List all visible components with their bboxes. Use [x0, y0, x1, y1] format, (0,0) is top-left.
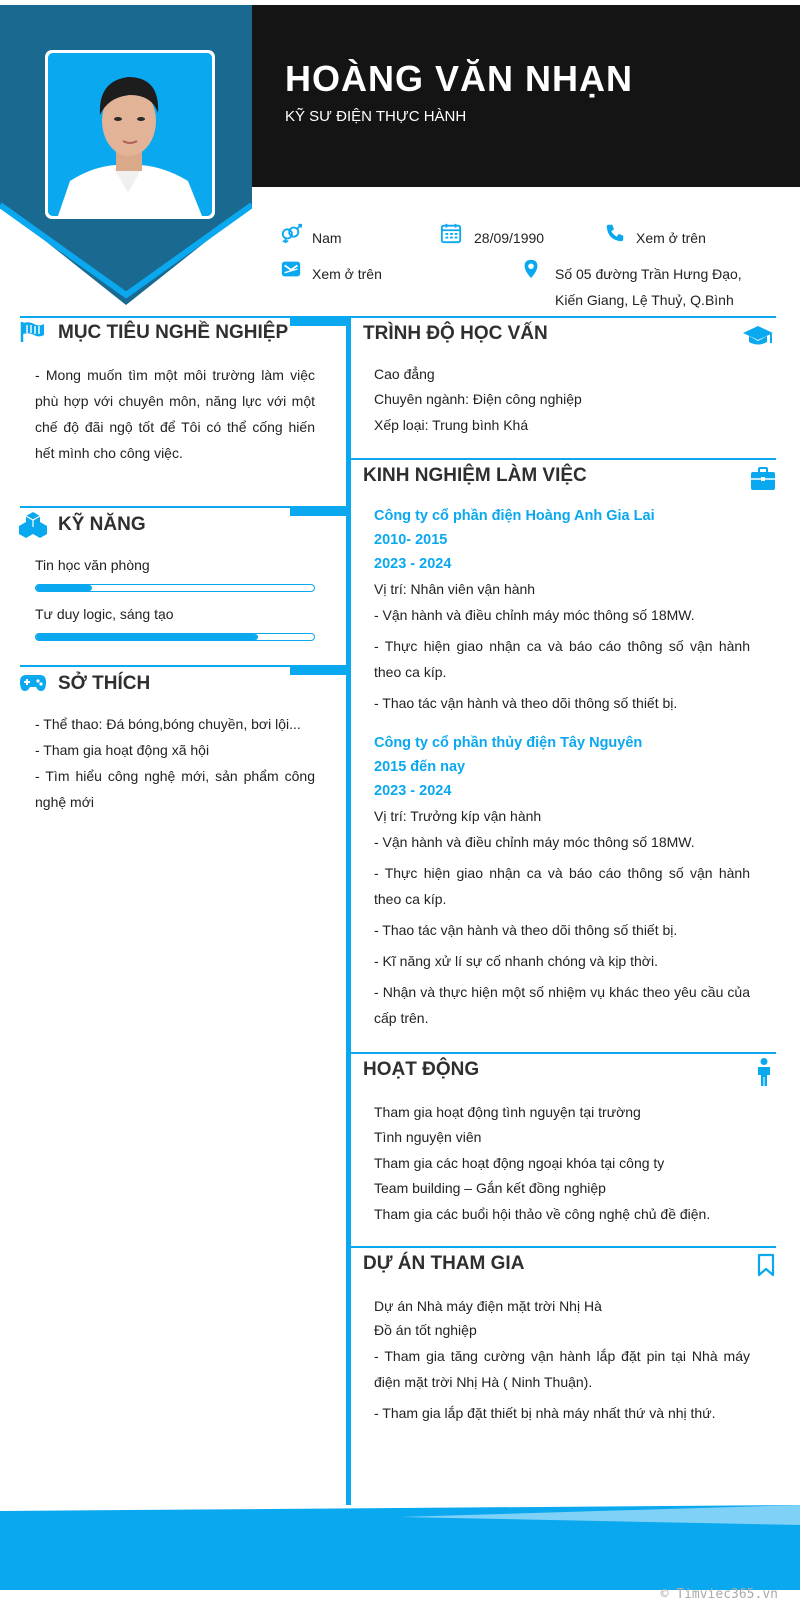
job-duty: - Vận hành và điều chỉnh máy móc thông số 18MW.	[374, 834, 695, 850]
project-line: - Tham gia tăng cường vận hành lắp đặt pin tại Nhà máy điện mặt trời Nhị Hà ( Ninh Thuận).	[374, 1348, 750, 1390]
job-position: Vị trí: Nhân viên vận hành	[374, 581, 536, 597]
education-rule	[346, 316, 776, 318]
job-duty: - Nhận và thực hiện một số nhiệm vụ khác theo yêu cầu của cấp trên.	[374, 984, 750, 1026]
skills-rule-accent	[290, 508, 348, 516]
skill-label: Tin học văn phòng	[35, 557, 150, 573]
hobby-item: - Thể thao: Đá bóng,bóng chuyền, bơi lội...	[35, 716, 301, 732]
candidate-name: HOÀNG VĂN NHẠN	[285, 58, 634, 99]
calendar-icon	[440, 222, 462, 244]
hobby-item: - Tham gia hoạt động xã hội	[35, 742, 210, 758]
job-duty: - Thực hiện giao nhận ca và báo cáo thông số vận hành theo ca kíp.	[374, 638, 750, 680]
address-line-2: Kiến Giang, Lệ Thuỷ, Q.Bình	[555, 292, 734, 308]
objective-rule-accent	[290, 318, 348, 326]
job-company: Công ty cổ phần điện Hoàng Anh Gia Lai	[374, 508, 655, 524]
gender-value: Nam	[312, 230, 342, 246]
project-line: Dự án Nhà máy điện mặt trời Nhị Hà	[374, 1298, 602, 1314]
skill-label: Tư duy logic, sáng tạo	[35, 606, 174, 622]
job-duty: - Vận hành và điều chỉnh máy móc thông số 18MW.	[374, 607, 695, 623]
activities-heading: HOẠT ĐỘNG	[363, 1059, 480, 1080]
skill-bar	[35, 584, 315, 592]
activities-rule	[346, 1052, 776, 1054]
job-period-2: 2023 - 2024	[374, 783, 452, 799]
activity-line: Tham gia các buổi hội thảo về công nghệ chủ đề điện.	[374, 1206, 711, 1222]
activity-line: Tham gia hoạt động tình nguyện tại trường	[374, 1104, 641, 1120]
bookmark-icon	[757, 1253, 775, 1277]
gamepad-icon	[19, 673, 47, 693]
objective-text: - Mong muốn tìm một môi trường làm việc phù hợp với chuyên môn, năng lực với một chế độ đãi ngộ tốt để Tôi có thể cống hiến hết mình cho công việc.	[35, 367, 315, 461]
location-icon	[520, 258, 542, 280]
flag-icon	[20, 321, 46, 343]
hobbies-heading: SỞ THÍCH	[58, 673, 151, 694]
column-divider	[346, 318, 351, 1508]
project-line: Đồ án tốt nghiệp	[374, 1322, 477, 1338]
job-duty: - Thao tác vận hành và theo dõi thông số thiết bị.	[374, 695, 678, 711]
job-company: Công ty cổ phần thủy điện Tây Nguyên	[374, 735, 643, 751]
birthday-value: 28/09/1990	[474, 230, 545, 246]
project-line: - Tham gia lắp đặt thiết bị nhà máy nhất thứ và nhị thứ.	[374, 1405, 716, 1421]
skill-bar-fill	[36, 634, 258, 640]
copyright-text: © Timviec365.vn	[660, 1587, 778, 1602]
footer-band	[0, 1505, 800, 1590]
email-icon	[280, 258, 302, 280]
graduation-cap-icon	[742, 324, 774, 348]
experience-heading: KINH NGHIỆM LÀM VIỆC	[363, 465, 587, 486]
activity-line: Tham gia các hoạt động ngoại khóa tại công ty	[374, 1155, 665, 1171]
hobby-item: - Tìm hiểu công nghệ mới, sản phẩm công nghệ mới	[35, 768, 315, 810]
email-value: Xem ở trên	[312, 266, 382, 282]
job-duty: - Kĩ năng xử lí sự cố nhanh chóng và kịp thời.	[374, 953, 658, 969]
profile-photo	[45, 50, 215, 219]
job-period: 2015 đến nay	[374, 759, 466, 775]
person-icon	[755, 1058, 773, 1086]
education-line: Chuyên ngành: Điện công nghiệp	[374, 391, 582, 407]
education-line: Cao đẳng	[374, 366, 435, 382]
candidate-title: KỸ SƯ ĐIỆN THỰC HÀNH	[285, 108, 467, 125]
projects-rule	[346, 1246, 776, 1248]
phone-value: Xem ở trên	[636, 230, 706, 246]
hobbies-rule-accent	[290, 667, 348, 675]
phone-icon	[604, 222, 626, 244]
activity-line: Tình nguyện viên	[374, 1129, 482, 1145]
skills-heading: KỸ NĂNG	[58, 514, 146, 535]
avatar-image	[48, 53, 212, 216]
skill-bar-fill	[36, 585, 92, 591]
briefcase-icon	[750, 467, 776, 491]
projects-heading: DỰ ÁN THAM GIA	[363, 1253, 525, 1274]
job-duty: - Thực hiện giao nhận ca và báo cáo thông số vận hành theo ca kíp.	[374, 865, 750, 907]
objective-heading: MỤC TIÊU NGHỀ NGHIỆP	[58, 322, 289, 343]
gender-icon	[280, 222, 302, 244]
education-heading: TRÌNH ĐỘ HỌC VẤN	[363, 323, 548, 344]
job-duty: - Thao tác vận hành và theo dõi thông số thiết bị.	[374, 922, 678, 938]
job-period: 2010- 2015	[374, 532, 448, 548]
experience-rule	[346, 458, 776, 460]
address-line-1: Số 05 đường Trần Hưng Đạo,	[555, 266, 742, 282]
activity-line: Team building – Gắn kết đồng nghiệp	[374, 1180, 606, 1196]
job-position: Vị trí: Trưởng kíp vận hành	[374, 808, 542, 824]
education-line: Xếp loại: Trung bình Khá	[374, 417, 529, 433]
skill-bar	[35, 633, 315, 641]
cubes-icon	[19, 511, 47, 539]
job-period-2: 2023 - 2024	[374, 556, 452, 572]
